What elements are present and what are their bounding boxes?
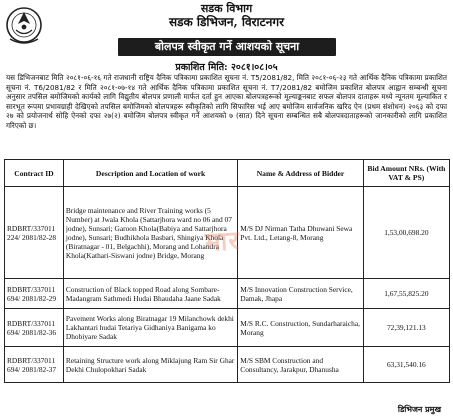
notice-body: यस डिभिजनबाट मिति २०८१-०६-१६ गते राजधानी राष्ट्रिय दैनिक पत्रिकामा प्रकाशित सूचना नं. T5/2081/82, मिति २०८१-०६-२३ गते आर्थिक दैनिक पत्रिकामा प्रकाशित सूचना नं. T6/2081/82 र मिति २०८१-०७-१४ गते आर्थिक दैनिक पत्रिकामा प्रकाशित सूचना नं. T7/2081/82 बमोजिम प्रकाशित बोलपत्र आह्वान सम्बन्धी सूचना अनुसार तपसिल बमोजिमको कार्यको लागि विद्युतीय बोलपत्र प्रणाली मार्फत दर्ता हुन आएका बोलपत्रहरूको मूल्याङ्कनबाट सफल बोलपत्र दाताहरू मध्ये न्यूनतम मूल्याकित र सारभूत रूपमा प्रभावग्राही देखिएको तपसिल बमोजिमको बोलपत्रहरू स्वीकृतिको लागि सिफारिस भई आए बमोजिम सार्वजनिक खरिद ऐन (प्रथम संशोधन) २०६३ को दफा २७ को प्रयोजनार्थ सोहि ऐनको दफा २७(२) बमोजिम बोलपत्र स्वीकृत गर्ने आशयको ७ (सात) दिने सूचना सम्बन्धित सबै बोलपत्रदाताहरूको जानकारीको लागि प्रकाशित गरिएको छ। [6,73,447,130]
header-contract-id: Contract ID [5,160,64,187]
bid-table [4,159,450,383]
description-cell: Bridge maintenance and River Training works (5 Number) at Jwala Khola (Sattarjhora ward no 06 and 07 jodne), Sunsari; Garoon Khola(Babiya and Sattarjhora jodne), Sunsari; Budhikhola Basbari, Shingiya Khola (Biratnagar - 01, Belgachhi), Morang and Lohandra Khola(Kathari-Siswani jodne) Bridge, Morang [63,187,237,279]
header-description: Description and Location of work [63,160,237,187]
published-date: प्रकाशित मिति: २०८१।०८।०५ [175,62,278,73]
amount-cell: 1,67,55,825.20 [363,279,449,309]
department-name: सडक विभाग [200,2,253,15]
amount-cell: 72,39,121.13 [363,309,449,347]
table-header-row [5,160,450,187]
signature-label: डिभिजन प्रमुख [397,405,441,414]
description-cell: Pavement Works along Biratnagar 19 Milanchowk dekhi Lakhantari hudai Tetariya Gidhaniya Banigama ko Dhobiyare Sadak [63,309,237,347]
bidder-cell: M/S DJ Nirman Tatha Dhuwani Sewa Pvt. Ltd., Letang-8, Morang [238,187,363,279]
amount-cell: 63,31,540.16 [363,347,449,383]
table-row [5,347,450,383]
description-cell: Construction of Black topped Road along Sombare-Madangram Sathmedi Hudai Bhaudaha Jaane Sadak [63,279,237,309]
watermark: मार [204,226,241,258]
notice-header [0,2,453,29]
contract-id-cell: RDBRT/337011 224/ 2081/82-28 [5,187,64,279]
bidder-cell: M/S Innovation Construction Service, Damak, Jhapa [238,279,363,309]
contract-id-cell: RDBRT/337011 694/ 2081/82-37 [5,347,64,383]
contract-id-cell: RDBRT/337011 694/ 2081/82-29 [5,279,64,309]
bidder-cell: M/S SBM Construction and Consultancy, Jarakpur, Dhanusha [238,347,363,383]
table-row [5,279,450,309]
amount-cell: 1,53,00,698.20 [363,187,449,279]
contract-id-cell: RDBRT/337011 694/ 2081/82-36 [5,309,64,347]
description-cell: Retaining Structure work along Miklajung Ram Sir Ghar Dekhi Chulopokhari Sadak [63,347,237,383]
notice-title: बोलपत्र स्वीकृत गर्ने आशयको सूचना [118,38,336,56]
header-bid-amount: Bid Amount NRs. (With VAT & PS) [363,160,449,187]
bidder-cell: M/S R.C. Construction, Sundarharaicha, Morang [238,309,363,347]
division-name: सडक डिभिजन, विराटनगर [168,15,285,29]
header-bidder: Name & Address of Bidder [238,160,363,187]
table-row [5,309,450,347]
